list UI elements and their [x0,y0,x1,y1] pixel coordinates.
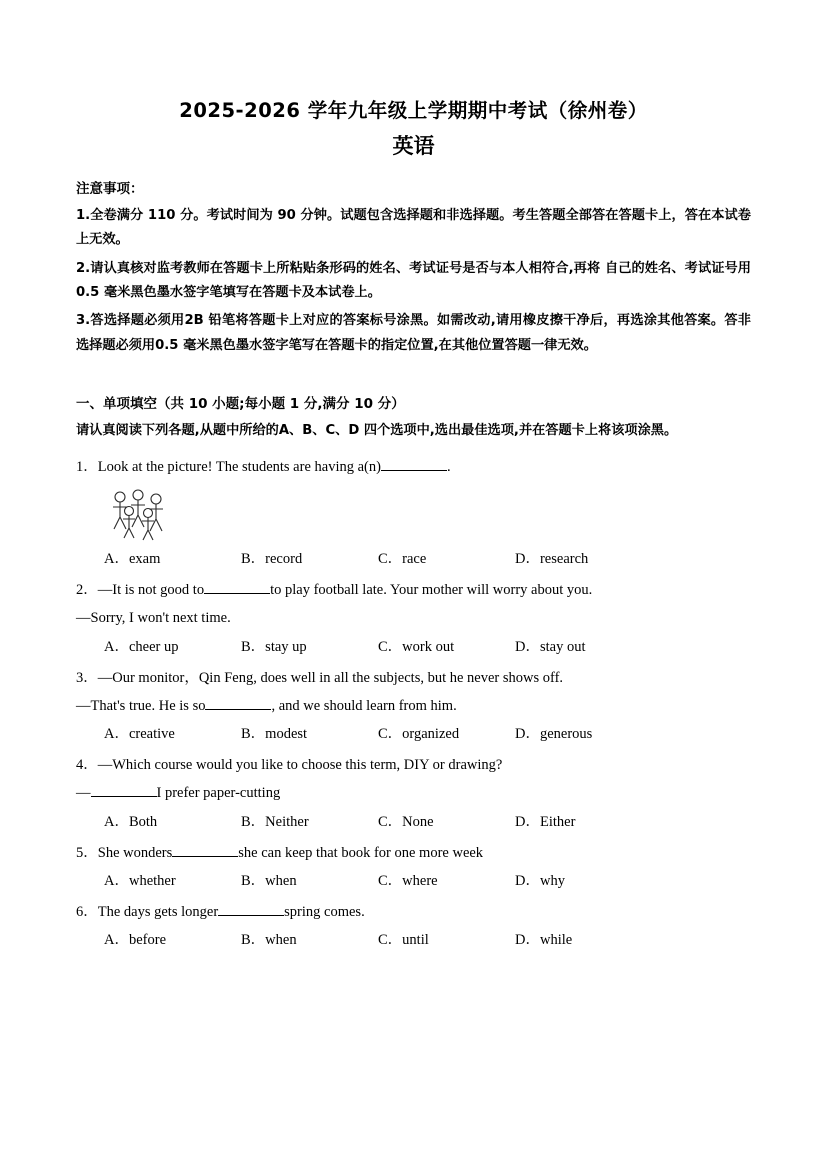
notice-heading: 注意事项： [76,180,144,197]
question-2-option-a[interactable]: A．cheer up [104,638,179,655]
students-exam-illustration [104,485,176,543]
question-5-option-a[interactable]: A．whether [104,872,176,889]
question-6-option-c[interactable]: C．until [378,932,429,949]
question-2-option-b[interactable]: B．stay up [241,638,307,655]
question-5-stem [76,839,751,867]
question-4-option-d[interactable]: D．Either [515,813,576,830]
question-4-blank [91,796,157,797]
question-3-continuation-after: , and we should learn from him. [271,697,457,714]
section-intro: 请认真阅读下列各题,从题中所给的A、B、C、D 四个选项中,选出最佳选项,并在答题卡上将该项涂黑。 [76,423,678,439]
question-6-stem [76,898,751,926]
question-5-option-c[interactable]: C．where [378,872,438,889]
question-6-text-end: spring comes. [284,903,365,920]
question-3-stem [76,664,751,692]
question-2-stem [76,576,751,604]
question-4-text: —Which course would you like to choose this term, DIY or drawing? [97,757,503,774]
question-4 [76,751,751,837]
question-3-blank [205,709,271,710]
question-5-text: She wonders [97,844,173,861]
question-6-blank [218,915,284,916]
question-1-option-a[interactable]: A．exam [104,550,161,567]
question-1-options [76,545,751,574]
question-4-continuation-after: I prefer paper-cutting [156,785,281,802]
question-3-option-c[interactable]: C．organized [378,726,460,743]
question-3-text: —Our monitor，Qin Feng, does well in all the subjects, but he never shows off. [97,669,564,686]
question-2-blank [204,593,270,594]
question-2-option-d[interactable]: D．stay out [515,638,586,655]
question-4-continuation-before: — [76,785,91,802]
question-1-option-c[interactable]: C．race [378,550,427,567]
question-6-options [76,926,751,955]
question-6-text: The days gets longer [97,903,219,920]
question-5 [76,839,751,896]
question-3 [76,664,751,750]
question-5-option-d[interactable]: D．why [515,872,565,889]
question-1-text-end: . [446,458,451,475]
question-5-option-b[interactable]: B．when [241,872,297,889]
question-2-text-end: to play football late. Your mother will worry about you. [270,581,593,598]
question-1-number: 1． [76,458,98,475]
question-4-continuation [76,779,751,807]
question-4-number: 4． [76,757,98,774]
question-4-option-a[interactable]: A．Both [104,813,158,830]
notice-item-1: 1.全卷满分 110 分。考试时间为 90 分钟。试题包含选择题和非选择题。考生答题全部答在答题卡上，答在本试卷上无效。 [76,207,751,248]
question-6-option-b[interactable]: B．when [241,932,297,949]
question-2-continuation: —Sorry, I won't next time. [76,610,231,627]
question-6-option-a[interactable]: A．before [104,932,167,949]
question-6 [76,898,751,955]
question-6-number: 6． [76,903,98,920]
subject-title: 英语 [392,134,435,159]
question-4-options [76,808,751,837]
question-1-stem [76,453,751,481]
question-3-number: 3． [76,669,98,686]
question-1-option-b[interactable]: B．record [241,550,303,567]
page-title: 2025-2026 学年九年级上学期期中考试（徐州卷） [179,99,648,122]
notice-item-2: 2.请认真核对监考教师在答题卡上所粘贴条形码的姓名、考试证号是否与本人相符合,再将 自己的姓名、考试证号用0.5 毫米黑色墨水签字笔填写在答题卡及本试卷上。 [76,260,751,301]
question-3-continuation [76,692,751,720]
question-2-number: 2． [76,581,98,598]
question-3-options [76,720,751,749]
question-5-blank [172,856,238,857]
notice-item-3: 3.答选择题必须用2B 铅笔将答题卡上对应的答案标号涂黑。如需改动,请用橡皮擦干净后，再选涂其他答案。答非选择题必须用0.5 毫米黑色墨水签字笔写在答题卡的指定位置,在其他位置答题一律无效。 [76,313,751,353]
question-2 [76,576,751,662]
question-5-number: 5． [76,844,98,861]
question-4-option-c[interactable]: C．None [378,813,434,830]
question-4-option-b[interactable]: B．Neither [241,813,309,830]
question-2-options [76,633,751,662]
question-2-text: —It is not good to [97,581,205,598]
question-5-options [76,867,751,896]
question-3-option-b[interactable]: B．modest [241,726,308,743]
question-3-option-a[interactable]: A．creative [104,726,175,743]
question-1-blank [381,470,447,471]
question-1-text: Look at the picture! The students are having a(n) [97,458,381,475]
question-2-option-c[interactable]: C．work out [378,638,455,655]
question-1 [76,453,751,574]
section-title: 一、单项填空（共 10 小题;每小题 1 分,满分 10 分） [76,396,405,413]
question-1-option-d[interactable]: D．research [515,550,589,567]
question-3-option-d[interactable]: D．generous [515,726,593,743]
question-4-stem [76,751,751,779]
question-6-option-d[interactable]: D．while [515,932,573,949]
question-5-text-end: she can keep that book for one more week [238,844,484,861]
question-3-continuation-before: —That's true. He is so [76,697,206,714]
